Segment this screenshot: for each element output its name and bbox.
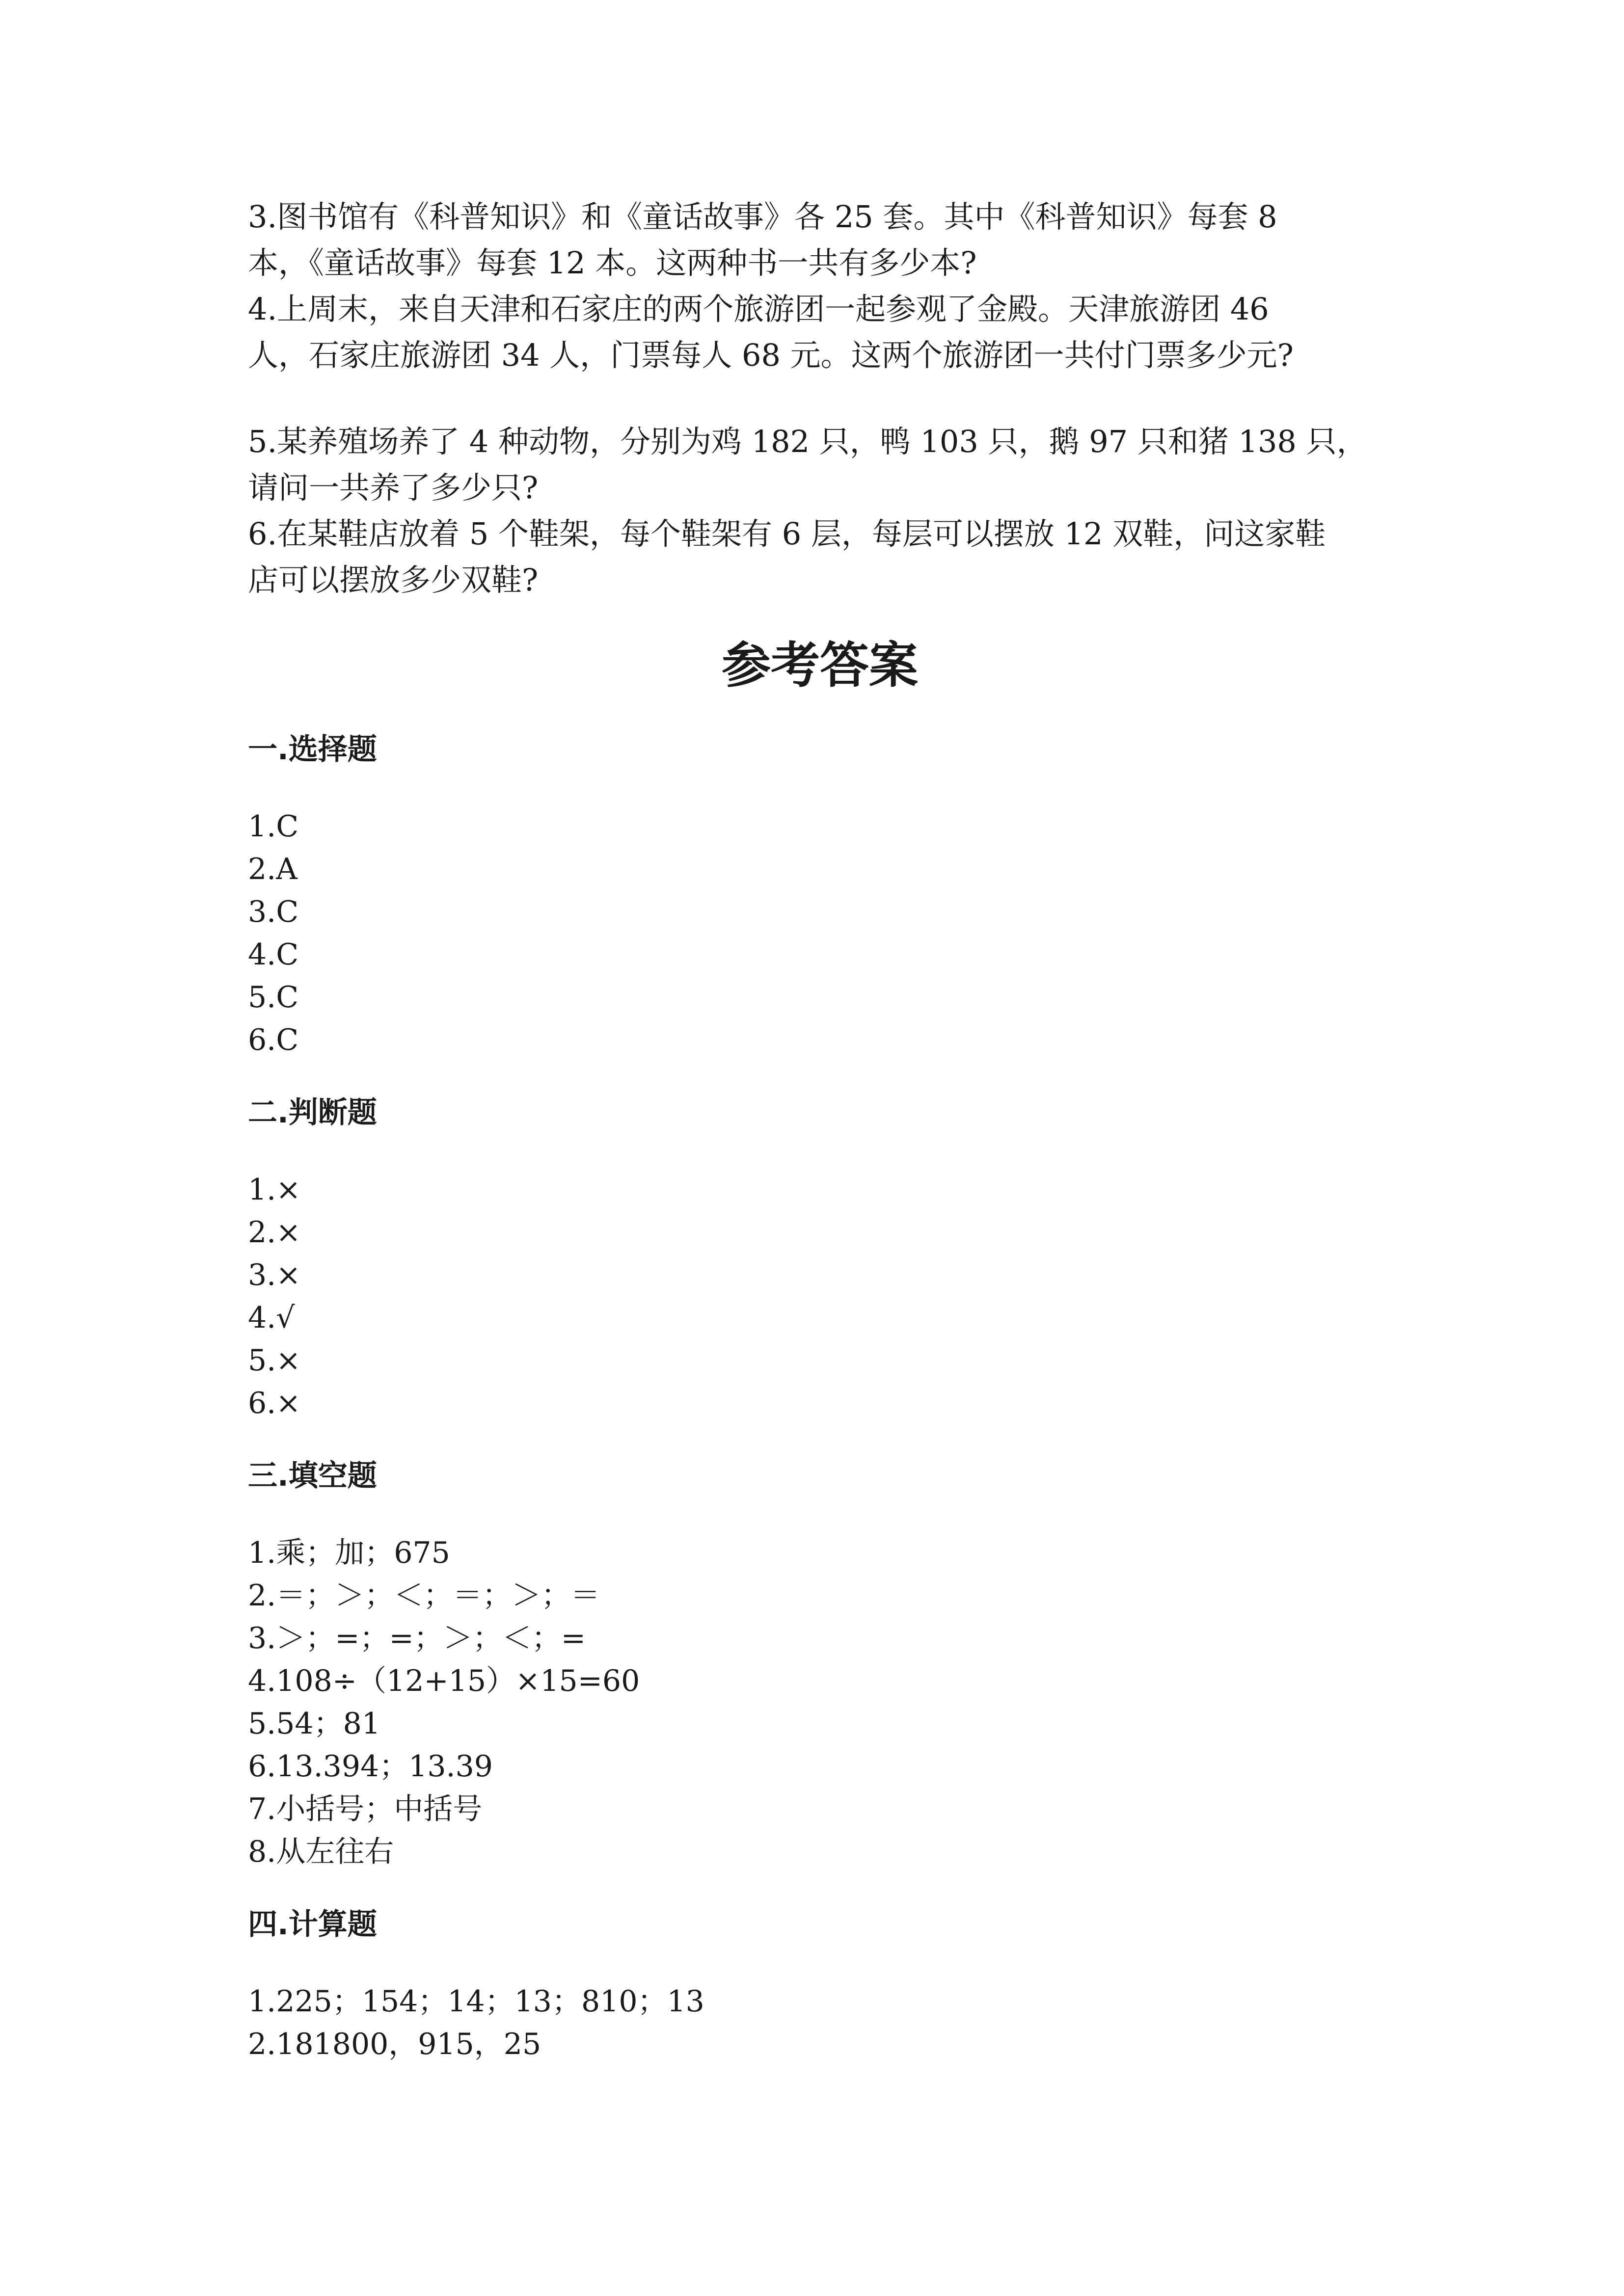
answer-item: 4.108÷（12+15）×15=60	[248, 1664, 640, 1698]
section-multiple-choice	[248, 730, 1392, 1062]
problem-line: 4.上周末，来自天津和石家庄的两个旅游团一起参观了金殿。天津旅游团 46	[248, 291, 1269, 327]
answer-list	[248, 1980, 1392, 2066]
problem-5	[248, 419, 1392, 511]
problem-line: 5.某养殖场养了 4 种动物，分别为鸡 182 只，鸭 103 只，鹅 97 只和猪 138 只，	[248, 424, 1367, 459]
problem-line: 3.图书馆有《科普知识》和《童话故事》各 25 套。其中《科普知识》每套 8	[248, 199, 1277, 235]
answer-item: 1.乘；加；675	[248, 1536, 450, 1570]
answer-list	[248, 805, 1392, 1062]
answer-item: 6.C	[248, 1023, 299, 1057]
answer-key-title: 参考答案	[722, 636, 918, 694]
answer-item: 1.C	[248, 809, 299, 844]
section-heading: 二.判断题	[248, 1095, 377, 1130]
section-fill-in-blank	[248, 1456, 1392, 1873]
problem-6	[248, 511, 1392, 603]
answer-item: 7.小括号；中括号	[248, 1792, 483, 1826]
section-heading: 三.填空题	[248, 1459, 377, 1493]
answer-item: 2.181800，915，25	[248, 2027, 541, 2061]
section-calculation	[248, 1905, 1392, 2066]
answer-item: 4.C	[248, 937, 299, 972]
problem-4	[248, 286, 1392, 378]
answer-item: 1.×	[248, 1173, 301, 1207]
answer-item: 2.＝；＞；＜；＝；＞；＝	[248, 1578, 600, 1613]
problem-line: 请问一共养了多少只?	[248, 470, 539, 506]
section-heading: 一.选择题	[248, 732, 377, 767]
answer-item: 3.＞；=；=；＞；＜；=	[248, 1621, 586, 1655]
problem-line: 人，石家庄旅游团 34 人，门票每人 68 元。这两个旅游团一共付门票多少元?	[248, 337, 1294, 373]
section-true-false	[248, 1093, 1392, 1425]
answer-list	[248, 1532, 1392, 1873]
answer-item: 1.225；154；14；13；810；13	[248, 1984, 704, 2019]
answer-item: 4.√	[248, 1301, 295, 1335]
answer-item: 2.A	[248, 852, 298, 886]
answer-item: 2.×	[248, 1215, 301, 1250]
answer-list	[248, 1169, 1392, 1425]
word-problems	[248, 194, 1392, 603]
answer-item: 5.C	[248, 980, 299, 1015]
answer-item: 5.54；81	[248, 1707, 380, 1741]
answer-item: 5.×	[248, 1343, 301, 1378]
problem-line: 本，《童话故事》每套 12 本。这两种书一共有多少本?	[248, 245, 977, 281]
answer-item: 8.从左往右	[248, 1835, 394, 1869]
problem-line: 店可以摆放多少双鞋?	[248, 562, 539, 598]
answer-item: 3.×	[248, 1258, 301, 1292]
section-heading: 四.计算题	[248, 1907, 377, 1942]
problem-line: 6.在某鞋店放着 5 个鞋架，每个鞋架有 6 层，每层可以摆放 12 双鞋，问这家鞋	[248, 516, 1326, 552]
problem-3	[248, 194, 1392, 286]
answer-item: 3.C	[248, 895, 299, 929]
answer-item: 6.×	[248, 1386, 301, 1420]
document-page	[248, 194, 1392, 2097]
answer-item: 6.13.394；13.39	[248, 1749, 493, 1784]
